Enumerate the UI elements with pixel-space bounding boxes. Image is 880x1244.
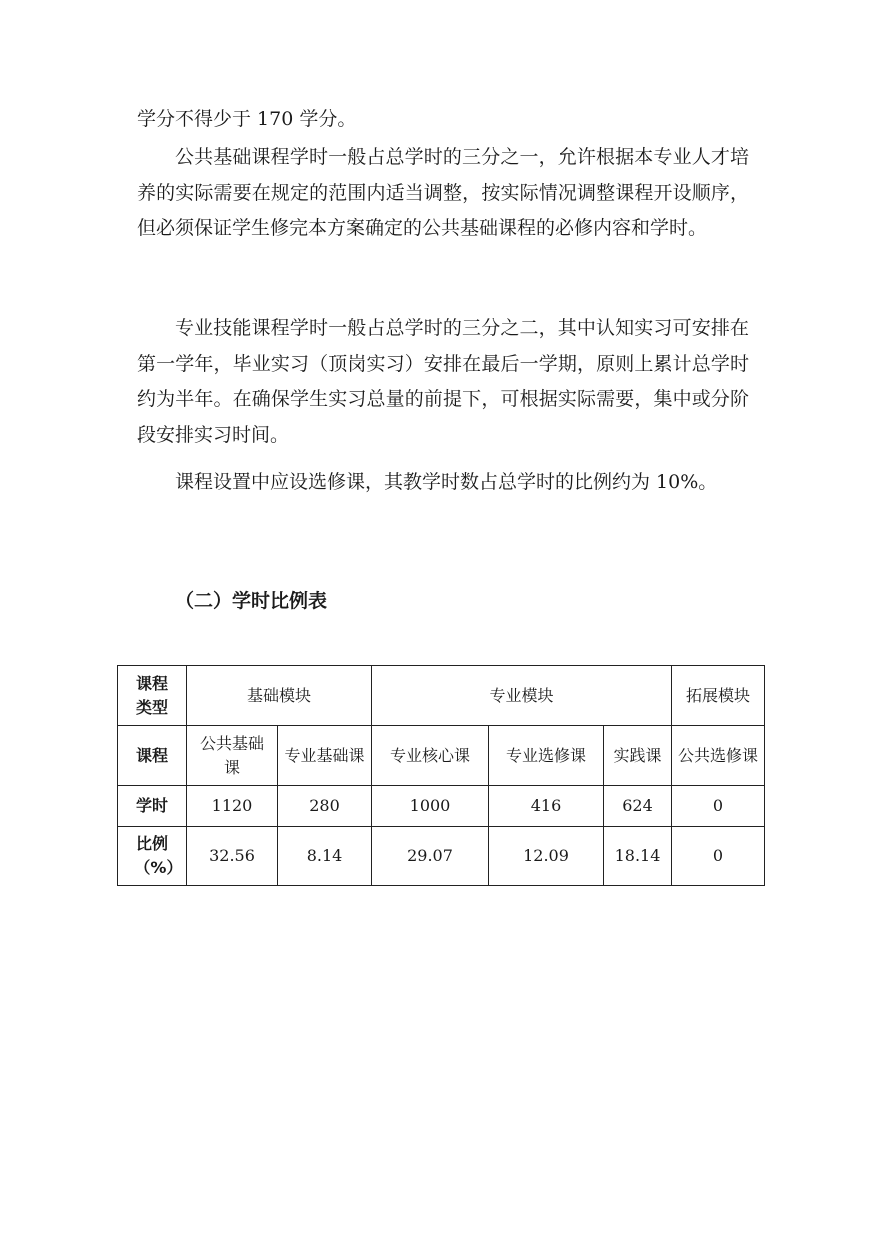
table-row-ratio <box>118 827 765 886</box>
course-public-basic: 公共基础课 <box>187 726 278 786</box>
module-professional: 专业模块 <box>372 666 672 726</box>
section-title: （二）学时比例表 <box>175 590 328 612</box>
hours-cell: 1120 <box>187 786 278 827</box>
course-practice: 实践课 <box>604 726 672 786</box>
ratio-cell: 0 <box>672 827 765 886</box>
hours-cell: 624 <box>604 786 672 827</box>
course-professional-core: 专业核心课 <box>372 726 489 786</box>
row-header-ratio: 比例（%） <box>118 827 187 886</box>
ratio-cell: 18.14 <box>604 827 672 886</box>
course-professional-elective: 专业选修课 <box>489 726 604 786</box>
row-header-type: 课程类型 <box>118 666 187 726</box>
table-row-hours <box>118 786 765 827</box>
hours-ratio-table <box>117 665 765 886</box>
ratio-cell: 29.07 <box>372 827 489 886</box>
ratio-cell: 32.56 <box>187 827 278 886</box>
paragraph-elective-hours: 课程设置中应设选修课，其教学时数占总学时的比例约为 10%。 <box>175 471 718 493</box>
course-public-elective: 公共选修课 <box>672 726 765 786</box>
table-row-course <box>118 726 765 786</box>
paragraph-public-basic-hours: 公共基础课程学时一般占总学时的三分之一，允许根据本专业人才培养的实际需要在规定的范围内适当调整，按实际情况调整课程开设顺序，但必须保证学生修完本方案确定的公共基础课程的必修内容和学时。 <box>137 146 749 239</box>
table-row-module <box>118 666 765 726</box>
row-header-course: 课程 <box>118 726 187 786</box>
course-professional-basic: 专业基础课 <box>278 726 372 786</box>
hours-cell: 416 <box>489 786 604 827</box>
hours-cell: 280 <box>278 786 372 827</box>
row-header-hours: 学时 <box>118 786 187 827</box>
hours-cell: 0 <box>672 786 765 827</box>
module-extension: 拓展模块 <box>672 666 765 726</box>
ratio-cell: 8.14 <box>278 827 372 886</box>
ratio-cell: 12.09 <box>489 827 604 886</box>
hours-cell: 1000 <box>372 786 489 827</box>
paragraph-credits: 学分不得少于 170 学分。 <box>137 108 357 130</box>
paragraph-professional-skill-hours: 专业技能课程学时一般占总学时的三分之二，其中认知实习可安排在第一学年，毕业实习（顶岗实习）安排在最后一学期，原则上累计总学时约为半年。在确保学生实习总量的前提下，可根据实际需要，集中或分阶段安排实习时间。 <box>137 317 749 446</box>
module-basic: 基础模块 <box>187 666 372 726</box>
